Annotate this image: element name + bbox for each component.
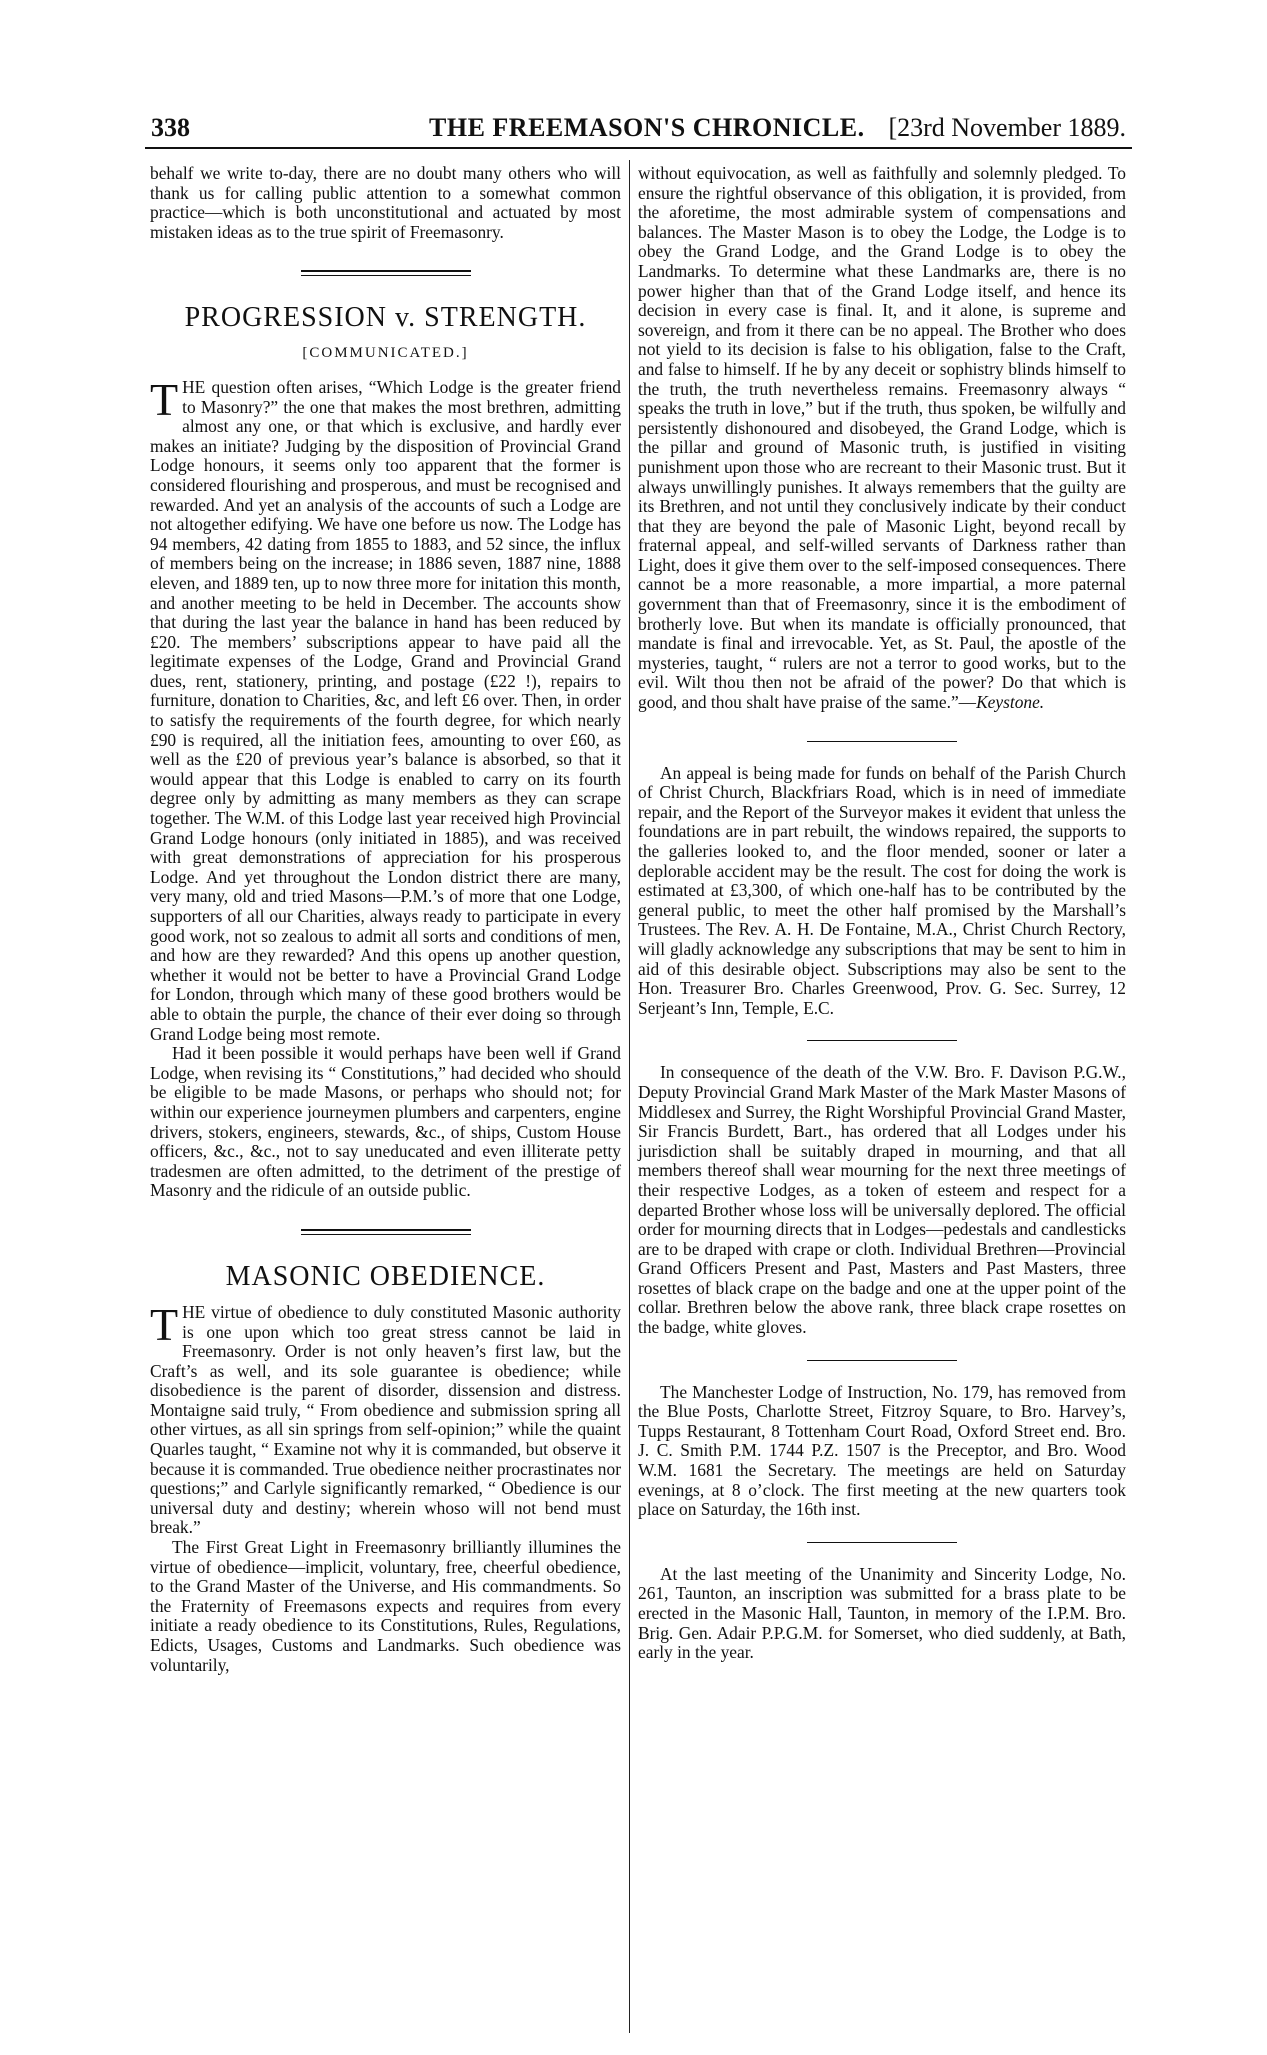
- issue-date: [23rd November 1889.: [888, 113, 1126, 142]
- column-divider: [629, 160, 630, 2033]
- source-credit: Keystone.: [976, 692, 1045, 713]
- progression-paragraph-1: THE question often arises, “Which Lodge is the greater friend to Masonry?” the one that makes the most brethren, admitting almost any one, or that which is exclusive, and hardly ever makes an initiate? Judging by the disposition of Provincial Grand Lodge honours, it seems only too apparent that the former is considered flourishing and prosperous, and must be recognised and rewarded. And yet an analysis of the accounts of such a Lodge are not altogether edifying. We have one before us now. The Lodge has 94 members, 42 dating from 1855 to 1883, and 52 since, the influx of members being on the increase; in 1886 seven, 1887 nine, 1888 eleven, and 1889 ten, up to now three more for initation this month, and another meeting to be held in December. The accounts show that during the last year the balance in hand has been reduced by £20. The members’ subscriptions appear to have paid all the legitimate expenses of the Lodge, Grand and Provincial Grand dues, rent, stationery, printing, and postage (£22 !), repairs to furniture, donation to Charities, &c, and left £6 over. Then, in order to satisfy the requirements of the fourth degree, for which nearly £90 is required, all the initiation fees, amounting to over £60, as well as the £20 of previous year’s balance is absorbed, so that it would appear that this Lodge is enabled to carry on its fourth degree only by admitting as many members as they can scrape together. The W.M. of this Lodge last year received high Provincial Grand Lodge honours (only initiated in 1885), and was received with great demonstrations of appreciation for his prosperous Lodge. And yet throughout the London district there are many, very many, old and tried Masons—P.M.’s of more that one Lodge, supporters of all our Charities, always ready to participate in every good work, not so zealous to admit all sorts and conditions of men, and how are they rewarded? And this opens up another question, whether it would not be better to have a Provincial Grand Lodge for London, through which many of these good brothers would be able to obtain the purple, the chance of their ever doing so through Grand Lodge being most remote.: [150, 373, 621, 1044]
- article-heading-progression: PROGRESSION v. STRENGTH.: [184, 302, 587, 334]
- manchester-lodge-notice: The Manchester Lodge of Instruction, No. 179, has removed from the Blue Posts, Charlotte Street, Fitzroy Square, to Bro. Harvey’s, Tupps Restaurant, 8 Tottenham Court Road, Oxford Street end. Bro. J. C. Smith P.M. 1744 P.Z. 1507 is the Preceptor, and Bro. Wood W.M. 1681 the Secretary. The meetings are held on Saturday evenings, at 8 o’clock. The first meeting at the new quarters took place on Saturday, the 16th inst.: [638, 1381, 1126, 1520]
- article-byline: [COMMUNICATED.]: [302, 345, 469, 362]
- obedience-paragraph-2: The First Great Light in Freemasonry brilliantly illumines the virtue of obedience—implicit, voluntary, free, cheerful obedience, to the Grand Master of the Universe, and His commandments. So the Fraternity of Freemasons expects and requires from every initiate a ready obedience to its Constitutions, Rules, Regulations, Edicts, Usages, Customs and Landmarks. Such obedience was voluntarily,: [150, 1537, 621, 1675]
- progression-paragraph-2: Had it been possible it would perhaps have been well if Grand Lodge, when revising its “ Constitutions,” had decided who should be eligible to be made Masons, or perhaps who should not; for within our experience journeymen plumbers and carpenters, engine drivers, stokers, engineers, stewards, &c., of ships, Custom House officers, &c., &c., not to say uneducated and even illiterate petty tradesmen are often admitted, to the detriment of the prestige of Masonry and the ridicule of an outside public.: [150, 1043, 621, 1201]
- intro-paragraph: behalf we write to-day, there are no doubt many others who will thank us for calling public attention to a somewhat common practice—which is both unconstitutional and actuated by most mistaken ideas as to the true spirit of Freemasonry.: [150, 163, 621, 242]
- right-column: [638, 164, 1126, 1663]
- obedience-continuation: without equivocation, as well as faithfully and solemnly pledged. To ensure the rightful observance of this obligation, it is provided, from the aforetime, the most admirable system of compensations and balances. The Master Mason is to obey the Lodge, the Lodge is to obey the Grand Lodge, and the Grand Lodge is to obey the Landmarks. To determine what these Landmarks are, there is no power higher than that of the Grand Lodge itself, and hence its decision in every case is final. It, and it alone, is supreme and sovereign, and from it there can be no appeal. The Brother who does not yield to its decision is false to his obligation, false to the Craft, and false to himself. If he by any deceit or sophistry blinds himself to the truth, the truth nevertheless remains. Freemasonry always “ speaks the truth in love,” but if the truth, thus spoken, be wilfully and persistently dishonoured and disobeyed, the Grand Lodge, which is the pillar and ground of Masonic truth, is justified in visiting punishment upon those who are recreant to their Masonic trust. But it always unwillingly punishes. It always remembers that the guilty are its Brethren, and not until they conclusively indicate by their conduct that they are beyond the pale of Masonic Light, beyond recall by fraternal appeal, and self-willed servants of Darkness rather than Light, does it give them over to the self-imposed consequences. There cannot be a more reasonable, a more impartial, a more paternal government than that of Freemasonry, since it is the embodiment of brotherly love. But when its mandate is officially pronounced, that mandate is final and irrevocable. Yet, as St. Paul, the apostle of the mysteries, taught, “ rulers are not a terror to good works, but to the evil. Wilt thou then not be afraid of the power? Do that which is good, and thou shalt have praise of the same.”—Keystone.: [638, 163, 1126, 713]
- christ-church-appeal: An appeal is being made for funds on behalf of the Parish Church of Christ Church, Blackfriars Road, which is in need of immediate repair, and the Report of the Surveyor makes it evident that unless the foundations are in part rebuilt, the windows repaired, the supports to the galleries looked to, and the floor mended, sooner or later a deplorable accident may be the result. The cost for doing the work is estimated at £3,300, of which one-half has to be contributed by the general public, to meet the other half promised by the Marshall’s Trustees. The Rev. A. H. De Fontaine, M.A., Christ Church Rectory, will gladly acknowledge any subscriptions that may be sent to him in aid of this desirable object. Subscriptions may also be sent to the Hon. Treasurer Bro. Charles Greenwood, Prov. G. Sec. Surrey, 12 Serjeant’s Inn, Temple, E.C.: [638, 762, 1126, 1018]
- section-divider: [301, 1229, 471, 1235]
- article-heading-obedience: MASONIC OBEDIENCE.: [225, 1260, 546, 1292]
- masthead: [145, 111, 1132, 149]
- unanimity-lodge-notice: At the last meeting of the Unanimity and Sincerity Lodge, No. 261, Taunton, an inscription was submitted for a brass plate to be erected in the Masonic Hall, Taunton, in memory of the I.P.M. Bro. Brig. Gen. Adair P.P.G.M. for Somerset, who died suddenly, at Bath, early in the year.: [638, 1563, 1126, 1663]
- newspaper-title: THE FREEMASON'S CHRONICLE.: [429, 113, 865, 142]
- section-divider: [301, 270, 471, 276]
- mourning-notice: In consequence of the death of the V.W. Bro. F. Davison P.G.W., Deputy Provincial Grand Mark Master of the Mark Master Masons of Middlesex and Surrey, the Right Worshipful Provincial Grand Master, Sir Francis Burdett, Bart., has ordered that all Lodges under his jurisdiction shall be suitably draped in mourning, and that all members thereof shall wear mourning for the next three meetings of their respective Lodges, as a token of esteem and respect for a departed Brother whose loss will be universally deplored. The official order for mourning directs that in Lodges—pedestals and candlesticks are to be draped with crape or cloth. Individual Brethren—Provincial Grand Officers Present and Past, Masters and Past Masters, three rosettes of black crape on the badge and one at the upper point of the collar. Brethren below the above rank, three black crape rosettes on the badge, white gloves.: [638, 1062, 1126, 1338]
- obedience-paragraph-1: THE virtue of obedience to duly constituted Masonic authority is one upon which too great stress cannot be laid in Freemasonry. Order is not only heaven’s first law, but the Craft’s as well, and its sole guarantee is obedience; while disobedience is the parent of disorder, dissension and distress. Montaigne said truly, “ From obedience and submission spring all other virtues, as all sin springs from self-opinion;” while the quaint Quarles taught, “ Examine not why it is commanded, but observe it because it is commanded. True obedience neither procrastinates nor questions;” and Carlyle significantly remarked, “ Obedience is our universal duty and destiny; wherein whoso will not bend must break.”: [150, 1298, 621, 1538]
- left-column: [150, 164, 621, 1675]
- page-number: 338: [151, 113, 190, 142]
